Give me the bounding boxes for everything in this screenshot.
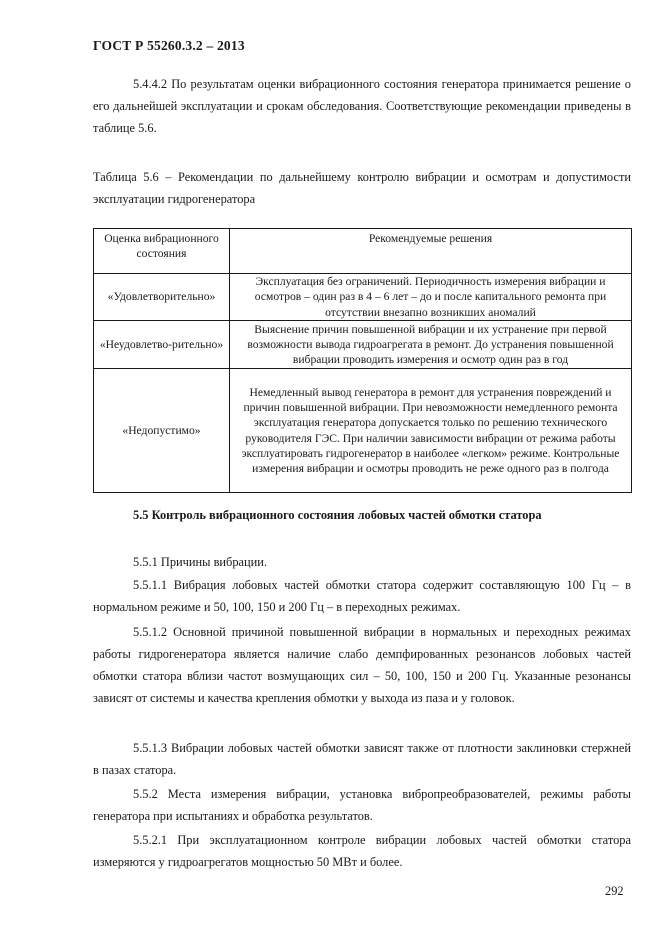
table-cell-grade: «Удовлетворительно»	[94, 274, 230, 321]
page-number: 292	[605, 884, 624, 898]
table-cell-decision: Немедленный вывод генератора в ремонт для устранения повреждений и причин повышенной вибрации. При невозможности немедленного ремонта эксплуатация генератора допускается только по решению технического руководителя ГЭС. При наличии зависимости вибрации от режима работы эксплуатировать гидрогенератор в наиболее «легком» режиме. Контрольные измерения вибрации и осмотры проводить не реже одного раз в полгода	[230, 369, 632, 493]
paragraph-5-5-2: 5.5.2 Места измерения вибрации, установка вибропреобразователей, режимы работы генератора при испытаниях и обработка результатов.	[93, 787, 631, 823]
table-header-grade: Оценка вибрационного состояния	[94, 229, 230, 274]
document-header: ГОСТ Р 55260.3.2 – 2013	[93, 38, 245, 53]
recommendations-table	[93, 228, 632, 493]
table-cell-decision: Эксплуатация без ограничений. Периодичность измерения вибрации и осмотров – один раз в 4 – 6 лет – до и после капитального ремонта при отсутствии внезапно возникших аномалий	[230, 274, 632, 321]
paragraph-5-5-1-3: 5.5.1.3 Вибрации лобовых частей обмотки зависят также от плотности заклиновки стержней в пазах статора.	[93, 741, 631, 777]
section-title: 5.5 Контроль вибрационного состояния лобовых частей обмотки статора	[133, 508, 542, 522]
table-row	[94, 274, 632, 321]
table-cell-grade: «Недопустимо»	[94, 369, 230, 493]
paragraph-5-5-1-2: 5.5.1.2 Основной причиной повышенной вибрации в нормальных и переходных режимах работы гидрогенератора является наличие слабо демпфированных резонансов лобовых частей обмотки статора вблизи частот возмущающих сил – 50, 100, 150 и 200 Гц. Указанные резонансы зависят от системы и качества крепления обмотки у выхода из паза и у головок.	[93, 625, 631, 705]
table-cell-grade: «Неудовлетво-рительно»	[94, 321, 230, 369]
paragraph-5-5-1-1: 5.5.1.1 Вибрация лобовых частей обмотки статора содержит составляющую 100 Гц – в нормальном режиме и 50, 100, 150 и 200 Гц – в переходных режимах.	[93, 578, 631, 614]
table-row	[94, 321, 632, 369]
paragraph-5-5-2-1: 5.5.2.1 При эксплуатационном контроле вибрации лобовых частей обмотки статора измеряются у гидроагрегатов мощностью 50 МВт и более.	[93, 833, 631, 869]
table-header-row	[94, 229, 632, 274]
table-header-decision: Рекомендуемые решения	[230, 229, 632, 274]
paragraph-5-4-4-2: 5.4.4.2 По результатам оценки вибрационного состояния генератора принимается решение о его дальнейшей эксплуатации и срокам обследования. Соответствующие рекомендации приведены в таблице 5.6.	[93, 77, 631, 135]
paragraph-5-5-1: 5.5.1 Причины вибрации.	[133, 555, 268, 569]
table-row	[94, 369, 632, 493]
table-caption: Таблица 5.6 – Рекомендации по дальнейшему контролю вибрации и осмотрам и допустимости эксплуатации гидрогенератора	[93, 170, 631, 206]
table-cell-decision: Выяснение причин повышенной вибрации и их устранение при первой возможности вывода гидроагрегата в ремонт. До устранения повышенной вибрации проводить измерения и осмотр один раз в год	[230, 321, 632, 369]
